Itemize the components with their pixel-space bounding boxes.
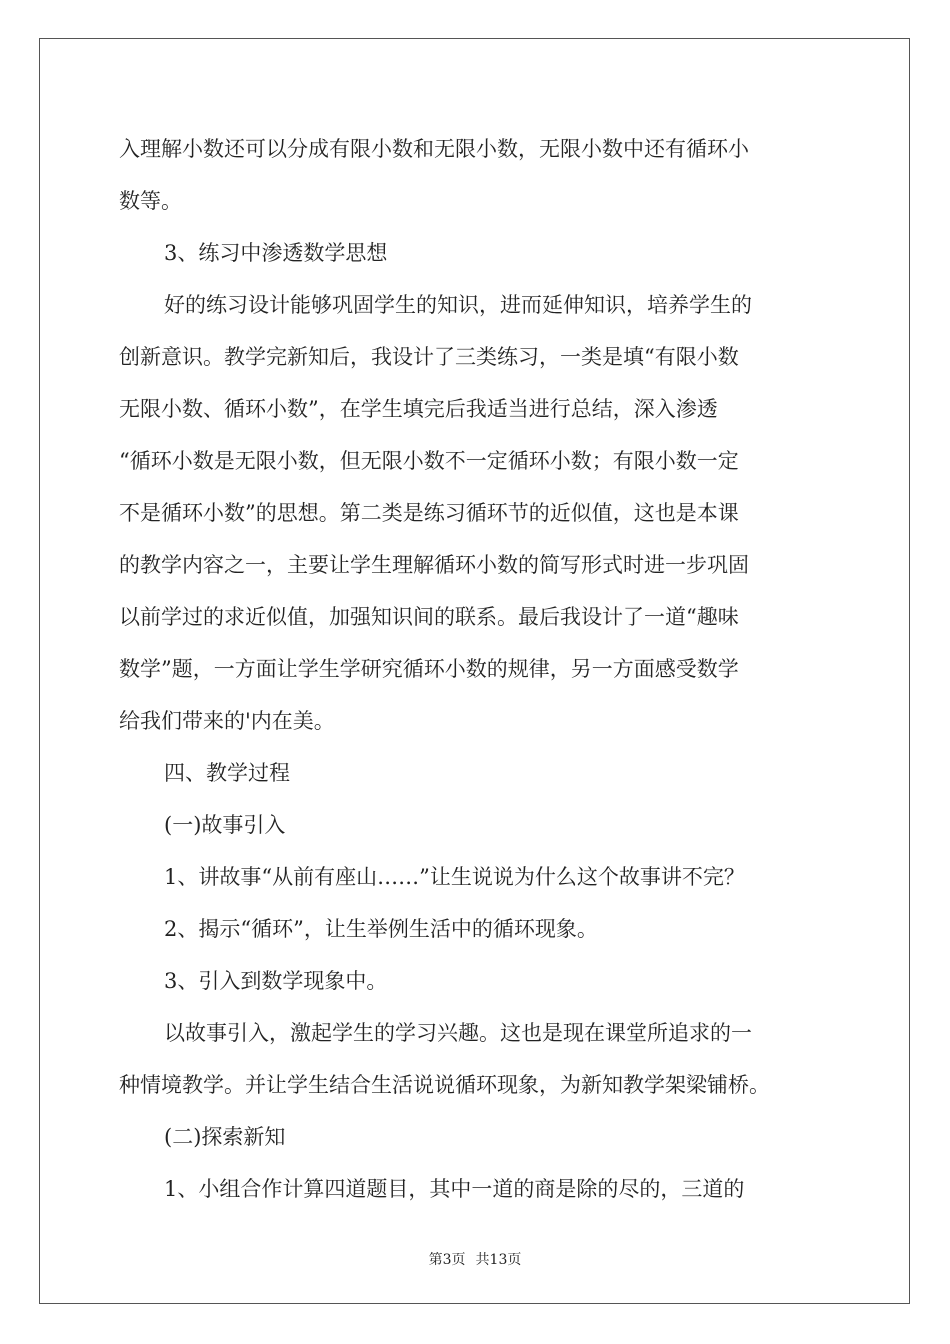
- subheading-explore-new: [119, 1111, 833, 1163]
- paragraph-decimal-continuation: [119, 123, 833, 227]
- text-line: “循环小数是无限小数，但无限小数不一定循环小数；有限小数一定: [119, 449, 739, 473]
- text-line: 四、教学过程: [164, 761, 290, 785]
- page-footer: [0, 1249, 950, 1269]
- text-line: 种情境教学。并让学生结合生活说说循环现象，为新知教学架梁铺桥。: [119, 1073, 770, 1097]
- text-line: 的教学内容之一，主要让学生理解循环小数的简写形式时进一步巩固: [119, 553, 749, 577]
- text-line: 创新意识。教学完新知后，我设计了三类练习，一类是填“有限小数: [119, 345, 739, 369]
- list-item-2: [119, 903, 833, 955]
- text-line: 以故事引入，激起学生的学习兴趣。这也是现在课堂所追求的一: [164, 1021, 752, 1045]
- text-line: 无限小数、循环小数”，在学生填完后我适当进行总结，深入渗透: [119, 397, 718, 421]
- text-line: 数等。: [119, 189, 182, 213]
- paragraph-story-rationale: [119, 1007, 833, 1111]
- list-item-1: [119, 851, 833, 903]
- text-line: (二)探索新知: [164, 1125, 286, 1149]
- text-line: 3、引入到数学现象中。: [164, 969, 388, 993]
- list-item-3: [119, 955, 833, 1007]
- text-line: 好的练习设计能够巩固学生的知识，进而延伸知识，培养学生的: [164, 293, 752, 317]
- document-body: [119, 123, 833, 1215]
- section-heading-teaching-process: [119, 747, 833, 799]
- text-line: 数学”题，一方面让学生学研究循环小数的规律，另一方面感受数学: [119, 657, 739, 681]
- text-line: 3、练习中渗透数学思想: [164, 241, 388, 265]
- subheading-story-intro: [119, 799, 833, 851]
- text-line: (一)故事引入: [164, 813, 286, 837]
- text-line: 给我们带来的'内在美。: [119, 709, 335, 733]
- text-line: 入理解小数还可以分成有限小数和无限小数，无限小数中还有循环小: [119, 137, 749, 161]
- text-line: 1、小组合作计算四道题目，其中一道的商是除的尽的，三道的: [164, 1177, 745, 1201]
- page-number: 第3页: [428, 1252, 466, 1268]
- text-line: 不是循环小数”的思想。第二类是练习循环节的近似值，这也是本课: [119, 501, 739, 525]
- text-line: 2、揭示“循环”，让生举例生活中的循环现象。: [164, 917, 598, 941]
- paragraph-practice-design: [119, 279, 833, 747]
- page-total: 共13页: [475, 1252, 522, 1268]
- section-heading-practice: [119, 227, 833, 279]
- text-line: 以前学过的求近似值，加强知识间的联系。最后我设计了一道“趣味: [119, 605, 739, 629]
- text-line: 1、讲故事“从前有座山……”让生说说为什么这个故事讲不完？: [164, 865, 745, 889]
- list-item-group-work: [119, 1163, 833, 1215]
